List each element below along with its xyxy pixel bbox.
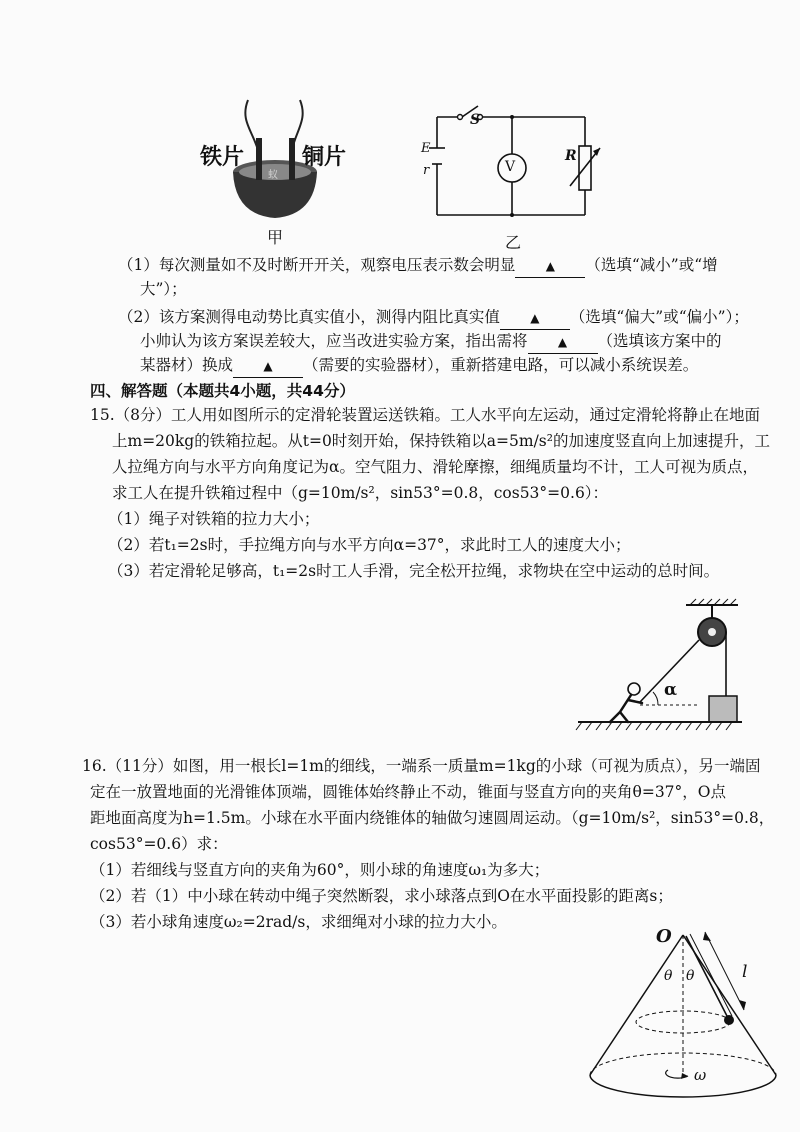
theta-left-label: θ — [664, 968, 673, 984]
answer-blank[interactable]: ▲ — [500, 306, 570, 330]
theta-right-label: θ — [686, 968, 695, 984]
answer-blank[interactable]: ▲ — [515, 254, 585, 278]
q14-p1-line2: 大”）； — [140, 280, 187, 298]
answer-blank[interactable]: ▲ — [528, 330, 598, 354]
q15-sub1: （1）绳子对铁箱的拉力大小； — [108, 510, 320, 528]
emf-label: E — [421, 141, 431, 156]
q16-sub2: （2）若（1）中小球在转动中绳子突然断裂，求小球落点到O在水平面投影的距离s； — [90, 887, 673, 905]
q16-line3: 距地面高度为h=1.5m。小球在水平面内绕锥体的轴做匀速圆周运动。（g=10m/s²，sin53°=0.8， — [90, 809, 775, 827]
answer-blank[interactable]: ▲ — [233, 354, 303, 378]
q16-line1: 16.（11分）如图，用一根长l=1m的细线，一端系一质量m=1kg的小球（可视为质点），另一端固 — [82, 757, 761, 775]
q16-sub1: （1）若细线与竖直方向的夹角为60°，则小球的角速度ω₁为多大； — [90, 861, 550, 879]
q16-sub3: （3）若小球角速度ω₂=2rad/s，求细绳对小球的拉力大小。 — [90, 913, 507, 931]
copper-plate-label: 铜片 — [302, 145, 347, 170]
voltmeter-label: V — [505, 159, 516, 175]
resistor-label: R — [565, 148, 577, 164]
fruit-text: 蚁 — [268, 170, 278, 181]
q15-line2: 上m=20kg的铁箱拉起。从t=0时刻开始，保持铁箱以a=5m/s²的加速度竖直向上加速提升，工 — [112, 432, 770, 450]
alpha-label: α — [664, 680, 678, 700]
q14-p2-line2: 小帅认为该方案误差较大，应当改进实验方案，指出需将 ▲ （选填该方案中的 — [140, 330, 722, 354]
q15-line4: 求工人在提升铁箱过程中（g=10m/s²，sin53°=0.8，cos53°=0.6）： — [112, 484, 609, 502]
q15-sub2: （2）若t₁=2s时，手拉绳方向与水平方向α=37°，求此时工人的速度大小； — [108, 536, 631, 554]
section-title: 四、解答题（本题共4小题，共44分） — [90, 382, 355, 400]
iron-plate-label: 铁片 — [200, 145, 245, 170]
length-label: l — [742, 962, 748, 982]
q16-line4: cos53°=0.6）求： — [90, 835, 228, 853]
q15-line3: 人拉绳方向与水平方向角度记为α。空气阻力、滑轮摩擦，细绳质量均不计，工人可视为质点， — [112, 458, 758, 476]
q14-p2-line3: 某器材）换成 ▲ （需要的实验器材），重新搭建电路，可以减小系统误差。 — [140, 354, 698, 378]
figure-jia-caption: 甲 — [267, 228, 284, 247]
q15-line1: 15.（8分）工人用如图所示的定滑轮装置运送铁箱。工人水平向左运动，通过定滑轮将静止在地面 — [90, 406, 761, 424]
point-o-label: O — [656, 926, 672, 947]
figure-yi-caption: 乙 — [505, 233, 522, 252]
q14-p2-line1: （2）该方案测得电动势比真实值小，测得内阻比真实值 ▲ （选填“偏大”或“偏小”）； — [118, 306, 749, 330]
q16-line2: 定在一放置地面的光滑锥体顶端，圆锥体始终静止不动，锥面与竖直方向的夹角θ=37°，O点 — [90, 783, 727, 801]
q14-p1-line1: （1）每次测量如不及时断开开关，观察电压表示数会明显 ▲ （选填“减小”或“增 — [118, 254, 718, 278]
internal-r-label: r — [423, 163, 430, 178]
q15-sub3: （3）若定滑轮足够高，t₁=2s时工人手滑，完全松开拉绳，求物块在空中运动的总时间。 — [108, 562, 720, 580]
omega-label: ω — [694, 1066, 707, 1084]
switch-label: S — [470, 112, 481, 128]
